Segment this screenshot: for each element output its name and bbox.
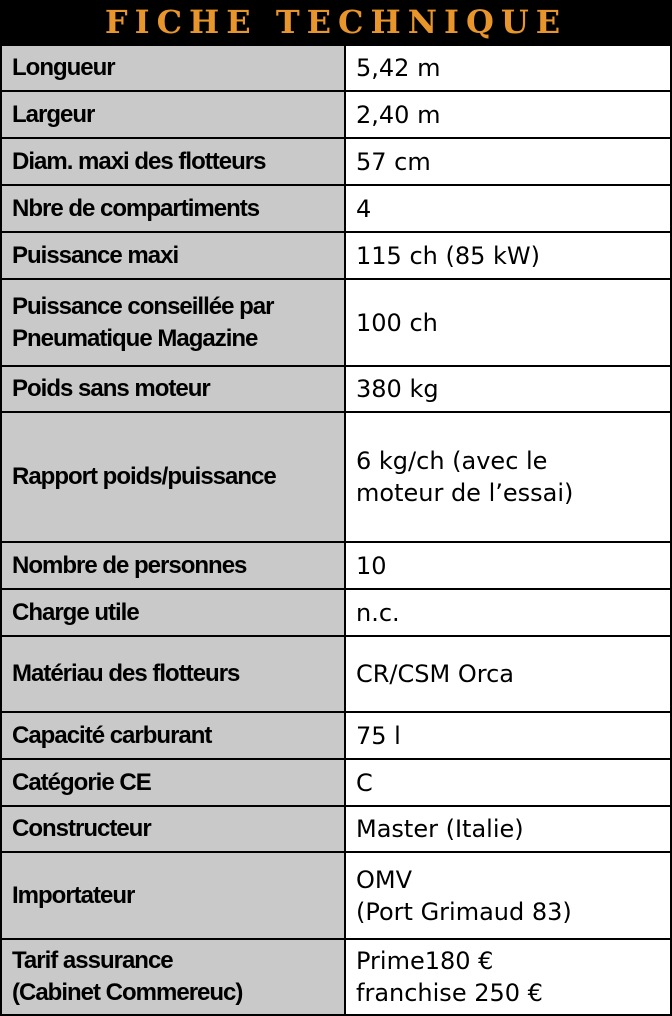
table-row [1,759,671,806]
row-value: C [345,759,671,806]
row-value: CR/CSM Orca [345,636,671,712]
row-label: Rapport poids/puissance [1,412,345,542]
row-label: Nombre de personnes [1,542,345,589]
table-row [1,412,671,542]
row-value: n.c. [345,589,671,636]
sheet-title: FICHE TECHNIQUE [0,0,672,44]
row-label: Catégorie CE [1,759,345,806]
table-row [1,712,671,759]
row-value: 10 [345,542,671,589]
table-row [1,939,671,1015]
row-label: Nbre de compartiments [1,185,345,232]
row-value: 75 l [345,712,671,759]
row-value: 100 ch [345,279,671,366]
table-row [1,636,671,712]
row-value: 57 cm [345,138,671,185]
row-label: Diam. maxi des flotteurs [1,138,345,185]
table-row [1,91,671,138]
row-label: Constructeur [1,806,345,852]
table-row [1,852,671,939]
row-value: 2,40 m [345,91,671,138]
row-label: Longueur [1,45,345,91]
row-label: Puissance conseillée par Pneumatique Magazine [1,279,345,366]
table-row [1,138,671,185]
row-label: Importateur [1,852,345,939]
spec-table [0,44,672,1016]
table-row [1,185,671,232]
row-label: Charge utile [1,589,345,636]
table-row [1,232,671,279]
row-value: 380 kg [345,366,671,412]
table-row [1,366,671,412]
row-value: 4 [345,185,671,232]
row-value: 6 kg/ch (avec le moteur de l’essai) [345,412,671,542]
table-row [1,45,671,91]
row-value: Master (Italie) [345,806,671,852]
table-row [1,806,671,852]
table-row [1,279,671,366]
row-label: Puissance maxi [1,232,345,279]
row-value: 5,42 m [345,45,671,91]
row-label: Capacité carburant [1,712,345,759]
row-label: Poids sans moteur [1,366,345,412]
row-value: 115 ch (85 kW) [345,232,671,279]
row-label: Matériau des flotteurs [1,636,345,712]
table-row [1,589,671,636]
table-row [1,542,671,589]
row-label: Tarif assurance (Cabinet Commereuc) [1,939,345,1015]
row-value: Prime180 € franchise 250 € [345,939,671,1015]
row-value: OMV (Port Grimaud 83) [345,852,671,939]
row-label: Largeur [1,91,345,138]
